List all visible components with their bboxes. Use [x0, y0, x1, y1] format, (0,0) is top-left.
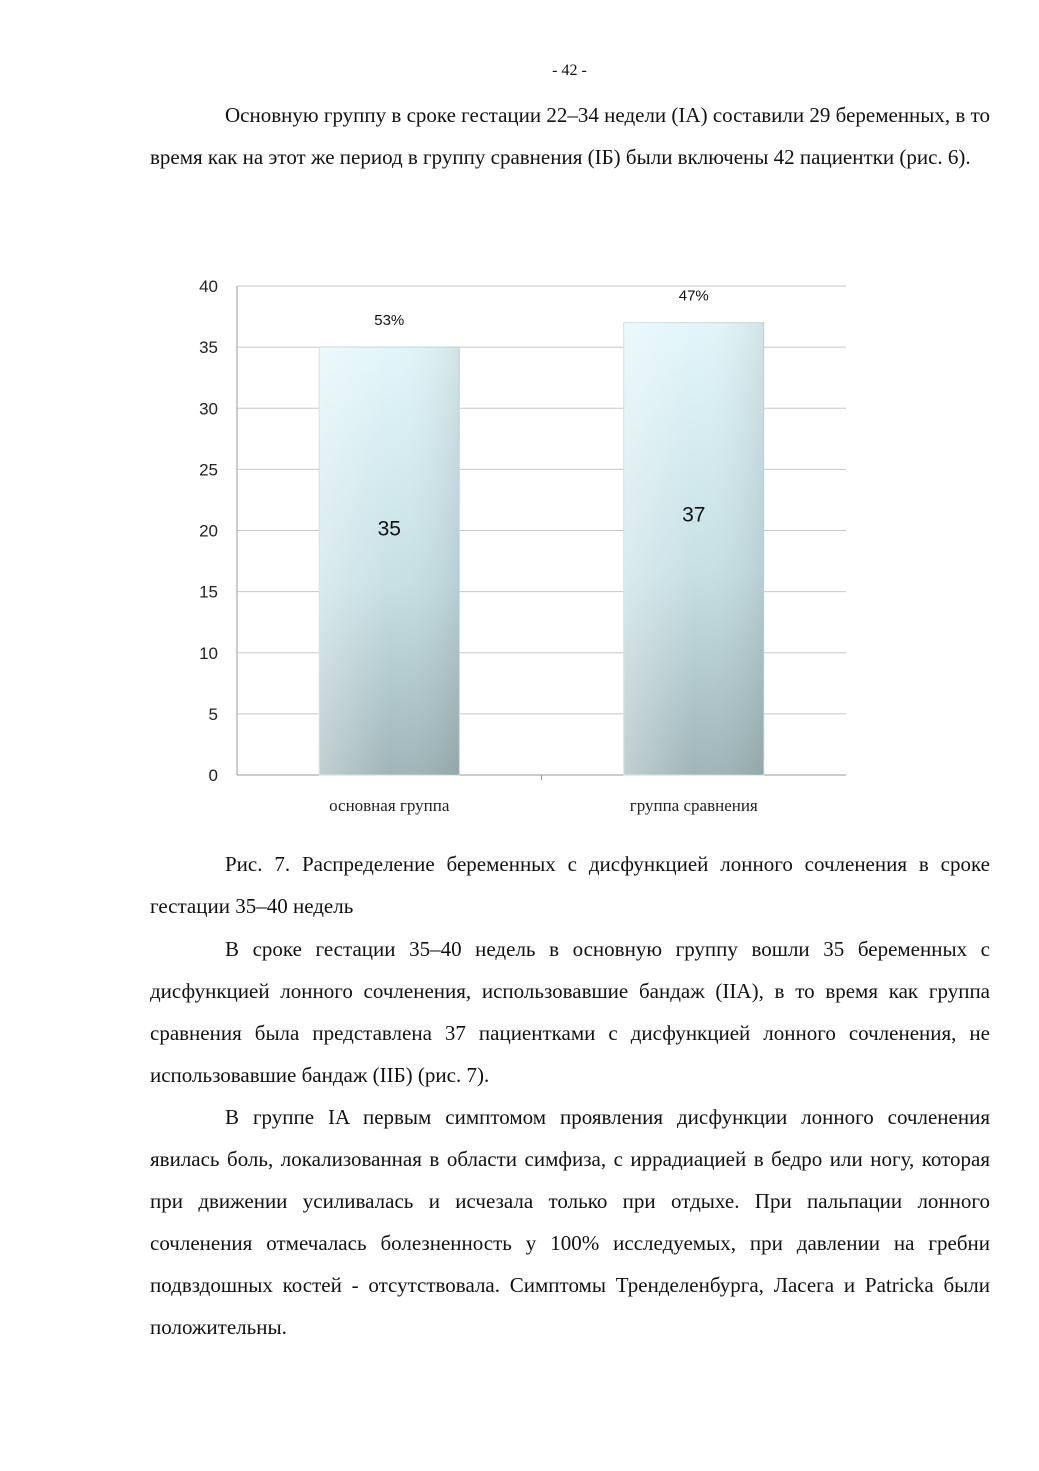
figure-caption-text: Рис. 7. Распределение беременных с дисфункцией лонного сочленения в сроке гестации 35–40 недель	[150, 852, 990, 918]
paragraph-symptoms-text: В группе IA первым симптомом проявления дисфункции лонного сочленения явилась боль, локализованная в области симфиза, с иррадиацией в бедро или ногу, которая при движении усиливалась и исчезала только при отдыхе. При пальпации лонного сочленения отмечалась болезненность у 100% исследуемых, при давлении на гребни подвздошных костей - отсутствовала. Симптомы Тренделенбурга, Ласега и Patricka были положительны.	[150, 1105, 990, 1339]
y-tick-label: 40	[199, 277, 218, 296]
x-category-label: группа сравнения	[629, 796, 758, 815]
paragraph-intro-text: Основную группу в сроке гестации 22–34 недели (IA) составили 29 беременных, в то время как на этот же период в группу сравнения (IБ) были включены 42 пациентки (рис. 6).	[150, 103, 990, 169]
figure-caption	[150, 843, 990, 927]
page-number: - 42 -	[552, 62, 587, 79]
bar-shading	[624, 323, 764, 775]
bar-value-label: 35	[377, 517, 401, 541]
y-tick-label: 5	[208, 704, 218, 724]
y-tick-label: 20	[199, 521, 218, 541]
y-tick-label: 30	[199, 399, 218, 419]
paragraph-group-description	[150, 928, 990, 1096]
paragraph-intro	[150, 94, 990, 178]
y-tick-label: 35	[199, 338, 218, 358]
paragraph-group-description-text: В сроке гестации 35–40 недель в основную группу вошли 35 беременных с дисфункцией лонного сочленения, использовавшие бандаж (IIA), в то время как группа сравнения была представлена 37 пациентками с дисфункцией лонного сочленения, не использовавшие бандаж (IIБ) (рис. 7).	[150, 937, 990, 1087]
bar-chart	[180, 270, 870, 830]
y-tick-label: 25	[199, 460, 218, 480]
bars	[319, 323, 764, 775]
bar-shading	[319, 347, 459, 775]
y-tick-label: 10	[199, 643, 218, 663]
y-tick-label: 0	[208, 766, 218, 785]
bar-value-label: 37	[682, 503, 706, 527]
x-category-label: основная группа	[329, 796, 450, 815]
bar-percent-label: 47%	[678, 287, 709, 305]
y-tick-label: 15	[199, 582, 218, 602]
bar-percent-label: 53%	[374, 312, 405, 330]
paragraph-symptoms	[150, 1096, 990, 1348]
